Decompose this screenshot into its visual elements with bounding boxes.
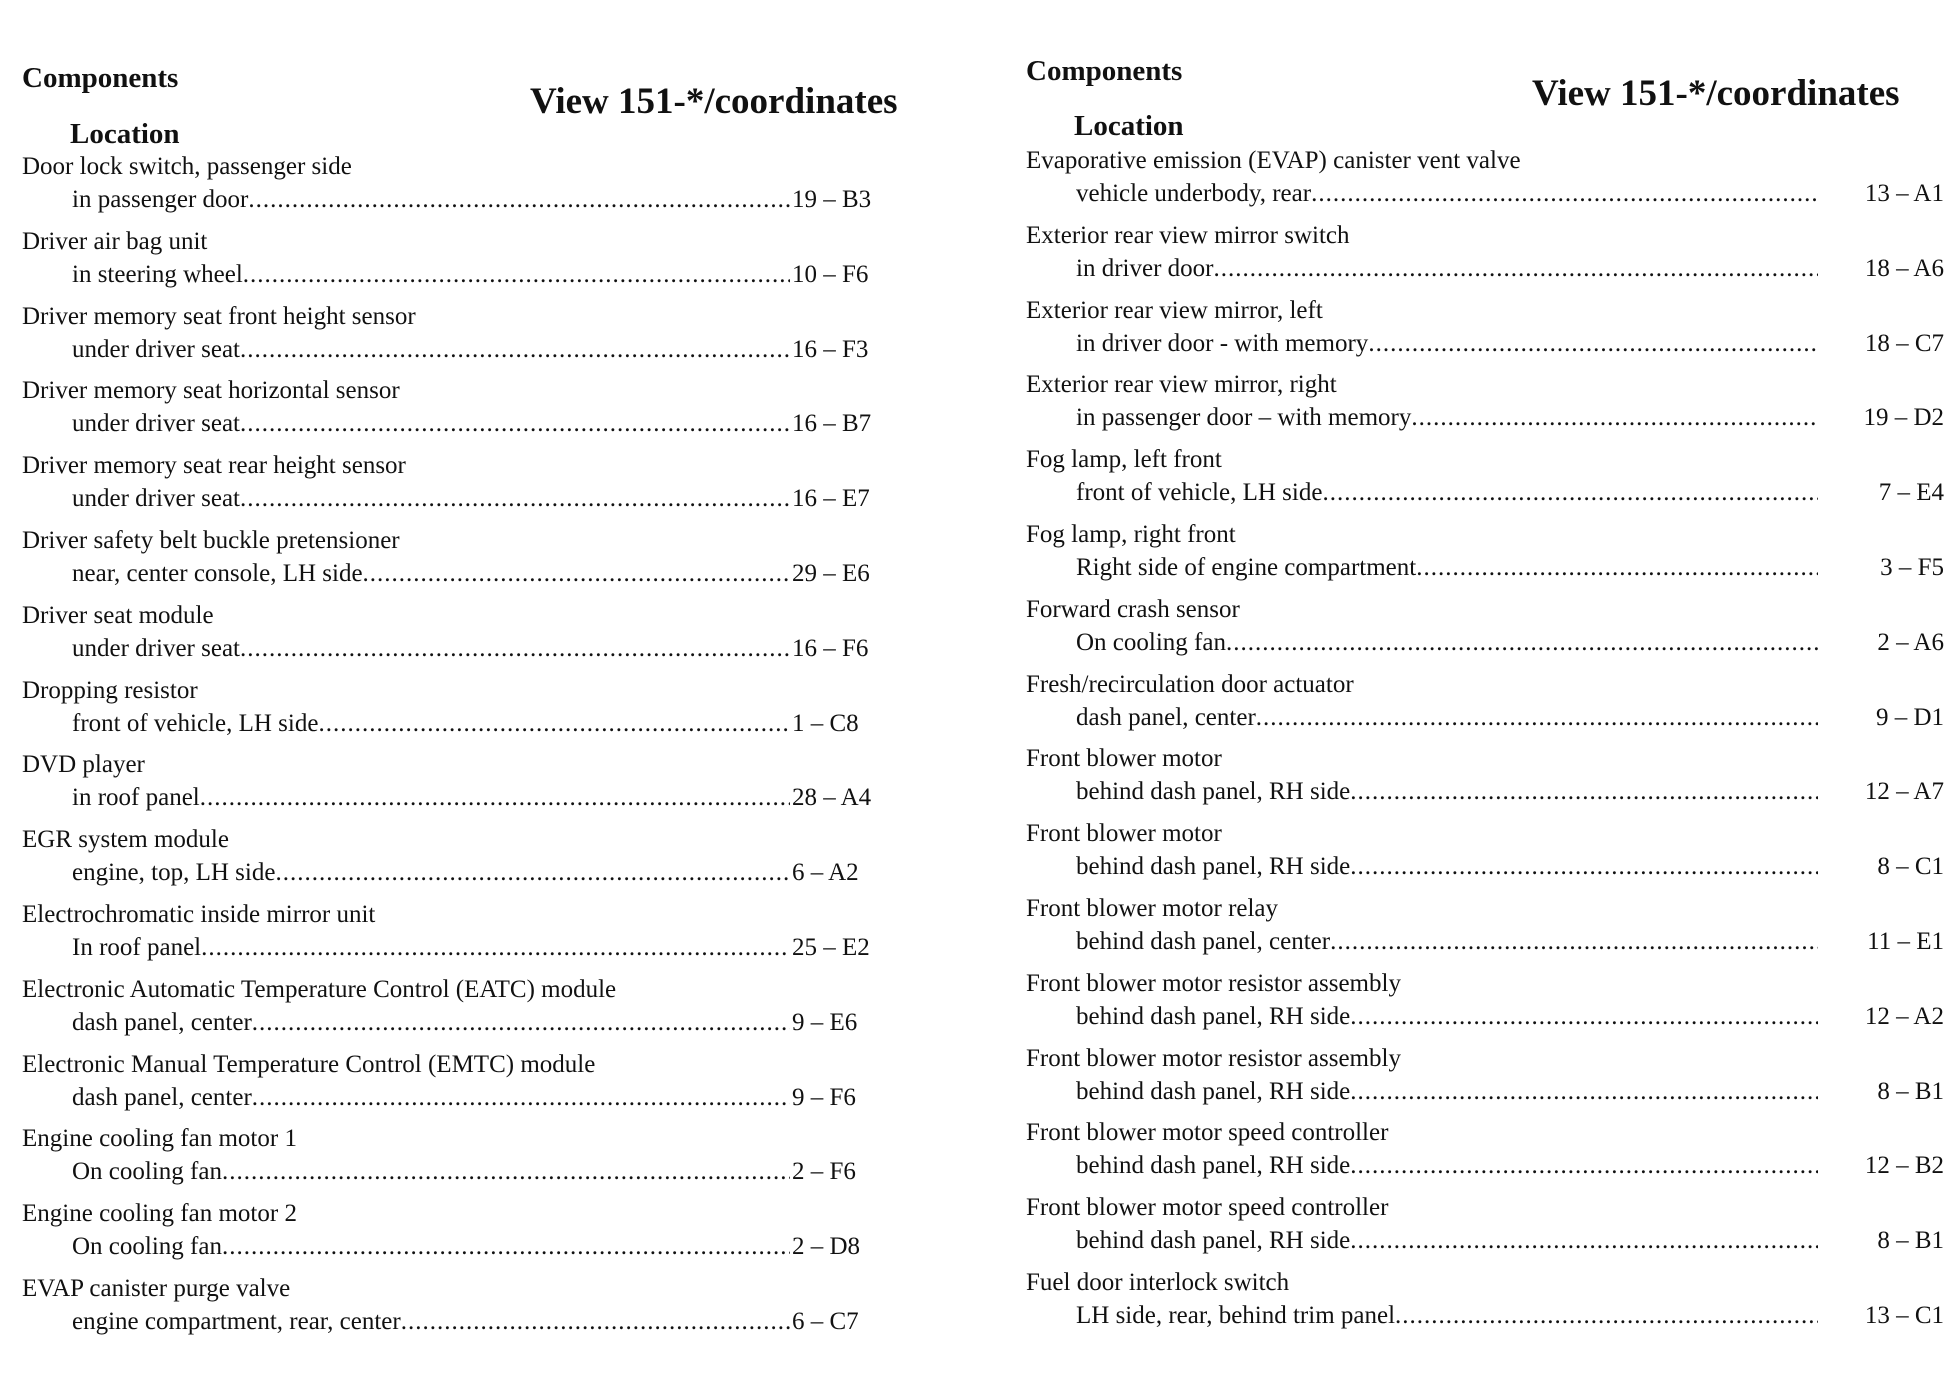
component-entry	[1026, 219, 1944, 294]
component-entry	[22, 674, 942, 749]
dot-leader	[1350, 1075, 1818, 1109]
dot-leader	[252, 1006, 790, 1040]
component-location: front of vehicle, LH side	[1076, 479, 1323, 507]
left-column-header	[22, 0, 942, 150]
component-location: On cooling fan	[72, 1233, 222, 1261]
location-row	[72, 258, 790, 292]
location-row	[1076, 401, 1818, 435]
location-heading: Location	[1074, 110, 1184, 142]
component-entry	[22, 599, 942, 674]
view-coordinate: 6 – A2	[792, 859, 859, 887]
component-list	[1026, 144, 1944, 1341]
dot-leader	[222, 1230, 790, 1264]
component-entry	[1026, 1116, 1944, 1191]
component-location: On cooling fan	[1076, 628, 1226, 656]
dot-leader	[363, 557, 790, 591]
component-name: Fresh/recirculation door actuator	[1026, 670, 1354, 698]
location-row	[1076, 925, 1818, 959]
component-name: Driver memory seat front height sensor	[22, 302, 416, 330]
dot-leader	[1322, 476, 1818, 510]
component-location: near, center console, LH side	[72, 559, 363, 587]
component-location: in passenger door – with memory	[1076, 404, 1412, 432]
component-entry	[22, 150, 942, 225]
component-location: behind dash panel, center	[1076, 927, 1331, 955]
component-entry	[1026, 892, 1944, 967]
component-name: Front blower motor	[1026, 820, 1222, 848]
component-name: Forward crash sensor	[1026, 595, 1240, 623]
dot-leader	[1368, 327, 1818, 361]
component-entry	[1026, 518, 1944, 593]
view-coordinate: 2 – F6	[792, 1158, 856, 1186]
component-name: Dropping resistor	[22, 676, 198, 704]
location-row	[1076, 252, 1818, 286]
component-name: DVD player	[22, 751, 145, 779]
location-row	[72, 333, 790, 367]
component-entry	[22, 1272, 942, 1347]
view-coordinate: 28 – A4	[792, 784, 872, 812]
component-location: behind dash panel, RH side	[1076, 1152, 1351, 1180]
location-row	[72, 1081, 790, 1115]
component-entry	[1026, 443, 1944, 518]
component-name: Exterior rear view mirror, right	[1026, 371, 1337, 399]
component-location: LH side, rear, behind trim panel	[1076, 1301, 1396, 1329]
location-row	[1076, 1299, 1818, 1333]
view-coordinate: 19 – D2	[1863, 404, 1944, 432]
dot-leader	[240, 632, 790, 666]
location-row	[1076, 1075, 1818, 1109]
view-coordinate: 13 – A1	[1864, 180, 1944, 207]
component-location: in steering wheel	[72, 260, 243, 288]
view-coordinate: 8 – B1	[1877, 1077, 1944, 1105]
view-coordinate: 2 – A6	[1877, 628, 1944, 656]
view-coordinate: 19 – B3	[792, 186, 872, 213]
dot-leader	[1395, 1299, 1818, 1333]
dot-leader	[252, 1081, 790, 1115]
component-name: Front blower motor speed controller	[1026, 1194, 1389, 1222]
location-row	[1076, 327, 1818, 361]
component-name: Driver safety belt buckle pretensioner	[22, 526, 400, 554]
component-location: Right side of engine compartment	[1076, 553, 1417, 581]
view-coordinate: 16 – F6	[792, 634, 869, 662]
dot-leader	[318, 707, 790, 741]
component-entry	[1026, 668, 1944, 743]
component-entry	[1026, 294, 1944, 369]
location-row	[1076, 1149, 1818, 1183]
component-location: behind dash panel, RH side	[1076, 778, 1351, 806]
component-location: under driver seat	[72, 485, 240, 513]
component-entry	[22, 300, 942, 375]
component-name: Door lock switch, passenger side	[22, 153, 352, 180]
component-location: under driver seat	[72, 634, 240, 662]
dot-leader	[1256, 701, 1818, 735]
dot-leader	[1311, 177, 1818, 211]
location-row	[72, 1006, 790, 1040]
view-coordinate: 2 – D8	[792, 1233, 861, 1261]
component-location: behind dash panel, RH side	[1076, 1227, 1351, 1255]
component-name: Exterior rear view mirror switch	[1026, 221, 1350, 249]
component-location: engine compartment, rear, center	[72, 1307, 401, 1335]
view-coordinates-heading: View 151-*/coordinates	[1532, 73, 1900, 114]
view-coordinate: 1 – C8	[792, 709, 859, 737]
component-location: In roof panel	[72, 933, 202, 961]
view-coordinate: 16 – F3	[792, 335, 869, 363]
component-name: EGR system module	[22, 826, 229, 854]
view-coordinate: 3 – F5	[1880, 553, 1944, 581]
location-row	[1076, 850, 1818, 884]
dot-leader	[200, 781, 790, 815]
view-coordinate: 10 – F6	[792, 260, 869, 288]
location-row	[72, 707, 790, 741]
component-location: behind dash panel, RH side	[1076, 1002, 1351, 1030]
component-location: in driver door	[1076, 254, 1214, 282]
dot-leader	[1350, 1149, 1818, 1183]
component-entry	[22, 973, 942, 1048]
component-location: behind dash panel, RH side	[1076, 1077, 1351, 1105]
location-heading: Location	[70, 118, 180, 150]
component-name: Exterior rear view mirror, left	[1026, 296, 1323, 324]
component-entry	[22, 524, 942, 599]
component-entry	[22, 748, 942, 823]
view-coordinate: 18 – A6	[1864, 254, 1944, 282]
view-coordinate: 9 – D1	[1875, 703, 1944, 731]
location-row	[72, 632, 790, 666]
location-row	[72, 407, 790, 441]
location-row	[1076, 775, 1818, 809]
dot-leader	[1350, 1224, 1818, 1258]
dot-leader	[1416, 551, 1818, 585]
view-coordinate: 8 – B1	[1877, 1227, 1944, 1255]
component-entry	[1026, 593, 1944, 668]
component-name: EVAP canister purge valve	[22, 1274, 291, 1302]
component-location: under driver seat	[72, 410, 240, 438]
view-coordinate: 11 – E1	[1867, 927, 1944, 955]
dot-leader	[275, 856, 790, 890]
dot-leader	[1350, 1000, 1818, 1034]
view-coordinate: 12 – B2	[1864, 1152, 1944, 1180]
location-row	[1076, 177, 1818, 211]
view-coordinate: 9 – E6	[792, 1008, 858, 1036]
view-coordinates-heading: View 151-*/coordinates	[530, 81, 898, 122]
dot-leader	[1330, 925, 1818, 959]
dot-leader	[1411, 401, 1818, 435]
component-name: Front blower motor speed controller	[1026, 1119, 1389, 1147]
component-name: Driver seat module	[22, 601, 214, 629]
dot-leader	[248, 183, 790, 217]
component-entry	[22, 1122, 942, 1197]
component-entry	[22, 449, 942, 524]
component-entry	[1026, 817, 1944, 892]
location-row	[72, 1305, 790, 1339]
component-entry	[22, 1048, 942, 1123]
component-location: in passenger door	[72, 186, 249, 213]
dot-leader	[201, 931, 790, 965]
view-coordinate: 13 – C1	[1864, 1301, 1944, 1329]
component-entry	[1026, 742, 1944, 817]
view-coordinate: 18 – C7	[1864, 329, 1944, 357]
component-location: dash panel, center	[1076, 703, 1256, 731]
location-row	[72, 1230, 790, 1264]
component-name: Driver air bag unit	[22, 227, 208, 255]
view-coordinate: 12 – A2	[1864, 1002, 1944, 1030]
component-location: engine, top, LH side	[72, 859, 276, 887]
component-entry	[1026, 144, 1944, 219]
component-entry	[22, 1197, 942, 1272]
component-entry	[22, 898, 942, 973]
component-entry	[1026, 1191, 1944, 1266]
component-location: in driver door - with memory	[1076, 329, 1369, 357]
dot-leader	[240, 407, 790, 441]
component-name: Fog lamp, left front	[1026, 446, 1222, 474]
component-name: Driver memory seat rear height sensor	[22, 452, 406, 480]
components-heading: Components	[22, 62, 179, 94]
view-coordinate: 7 – E4	[1878, 479, 1944, 507]
dot-leader	[240, 333, 790, 367]
location-row	[1076, 1000, 1818, 1034]
component-name: Engine cooling fan motor 2	[22, 1200, 297, 1228]
components-heading: Components	[1026, 55, 1183, 87]
view-coordinate: 6 – C7	[792, 1307, 859, 1335]
component-location: dash panel, center	[72, 1008, 252, 1036]
component-name: Electronic Automatic Temperature Control (EATC) module	[22, 975, 617, 1003]
component-name: Front blower motor resistor assembly	[1026, 969, 1401, 997]
component-name: Engine cooling fan motor 1	[22, 1125, 297, 1153]
component-name: Fog lamp, right front	[1026, 520, 1236, 548]
dot-leader	[243, 258, 790, 292]
component-location: front of vehicle, LH side	[72, 709, 319, 737]
view-coordinate: 29 – E6	[792, 559, 870, 587]
component-name: Evaporative emission (EVAP) canister vent valve	[1026, 147, 1521, 174]
component-entry	[1026, 1266, 1944, 1341]
view-coordinate: 12 – A7	[1864, 778, 1944, 806]
component-entry	[22, 225, 942, 300]
left-column	[22, 0, 942, 1347]
component-entry	[1026, 1042, 1944, 1117]
component-location: vehicle underbody, rear	[1076, 180, 1312, 207]
view-coordinate: 16 – B7	[792, 410, 872, 438]
dot-leader	[222, 1155, 790, 1189]
right-column	[1026, 0, 1944, 1341]
component-entry	[1026, 368, 1944, 443]
dot-leader	[240, 482, 790, 516]
dot-leader	[1226, 626, 1818, 660]
location-row	[72, 931, 790, 965]
component-entry	[1026, 967, 1944, 1042]
component-entry	[22, 374, 942, 449]
dot-leader	[1350, 775, 1818, 809]
component-location: behind dash panel, RH side	[1076, 853, 1351, 881]
component-location: On cooling fan	[72, 1158, 222, 1186]
location-row	[72, 183, 790, 217]
dot-leader	[401, 1305, 790, 1339]
component-location: under driver seat	[72, 335, 240, 363]
component-name: Front blower motor	[1026, 745, 1222, 773]
component-list	[22, 150, 942, 1347]
dot-leader	[1350, 850, 1818, 884]
location-row	[1076, 476, 1818, 510]
component-name: Electronic Manual Temperature Control (EMTC) module	[22, 1050, 596, 1078]
view-coordinate: 16 – E7	[792, 485, 870, 513]
view-coordinate: 25 – E2	[792, 933, 870, 961]
location-row	[72, 1155, 790, 1189]
location-row	[1076, 1224, 1818, 1258]
location-row	[1076, 701, 1818, 735]
view-coordinate: 8 – C1	[1877, 853, 1944, 881]
right-column-header	[1026, 0, 1926, 150]
view-coordinate: 9 – F6	[792, 1083, 856, 1111]
location-row	[72, 781, 790, 815]
location-row	[72, 557, 790, 591]
component-name: Electrochromatic inside mirror unit	[22, 900, 376, 928]
location-row	[1076, 551, 1818, 585]
location-row	[72, 856, 790, 890]
location-row	[1076, 626, 1818, 660]
component-location: dash panel, center	[72, 1083, 252, 1111]
dot-leader	[1213, 252, 1818, 286]
component-location: in roof panel	[72, 784, 200, 812]
location-row	[72, 482, 790, 516]
component-name: Front blower motor relay	[1026, 894, 1279, 922]
component-name: Fuel door interlock switch	[1026, 1268, 1290, 1296]
component-entry	[22, 823, 942, 898]
component-name: Driver memory seat horizontal sensor	[22, 377, 400, 405]
component-name: Front blower motor resistor assembly	[1026, 1044, 1401, 1072]
